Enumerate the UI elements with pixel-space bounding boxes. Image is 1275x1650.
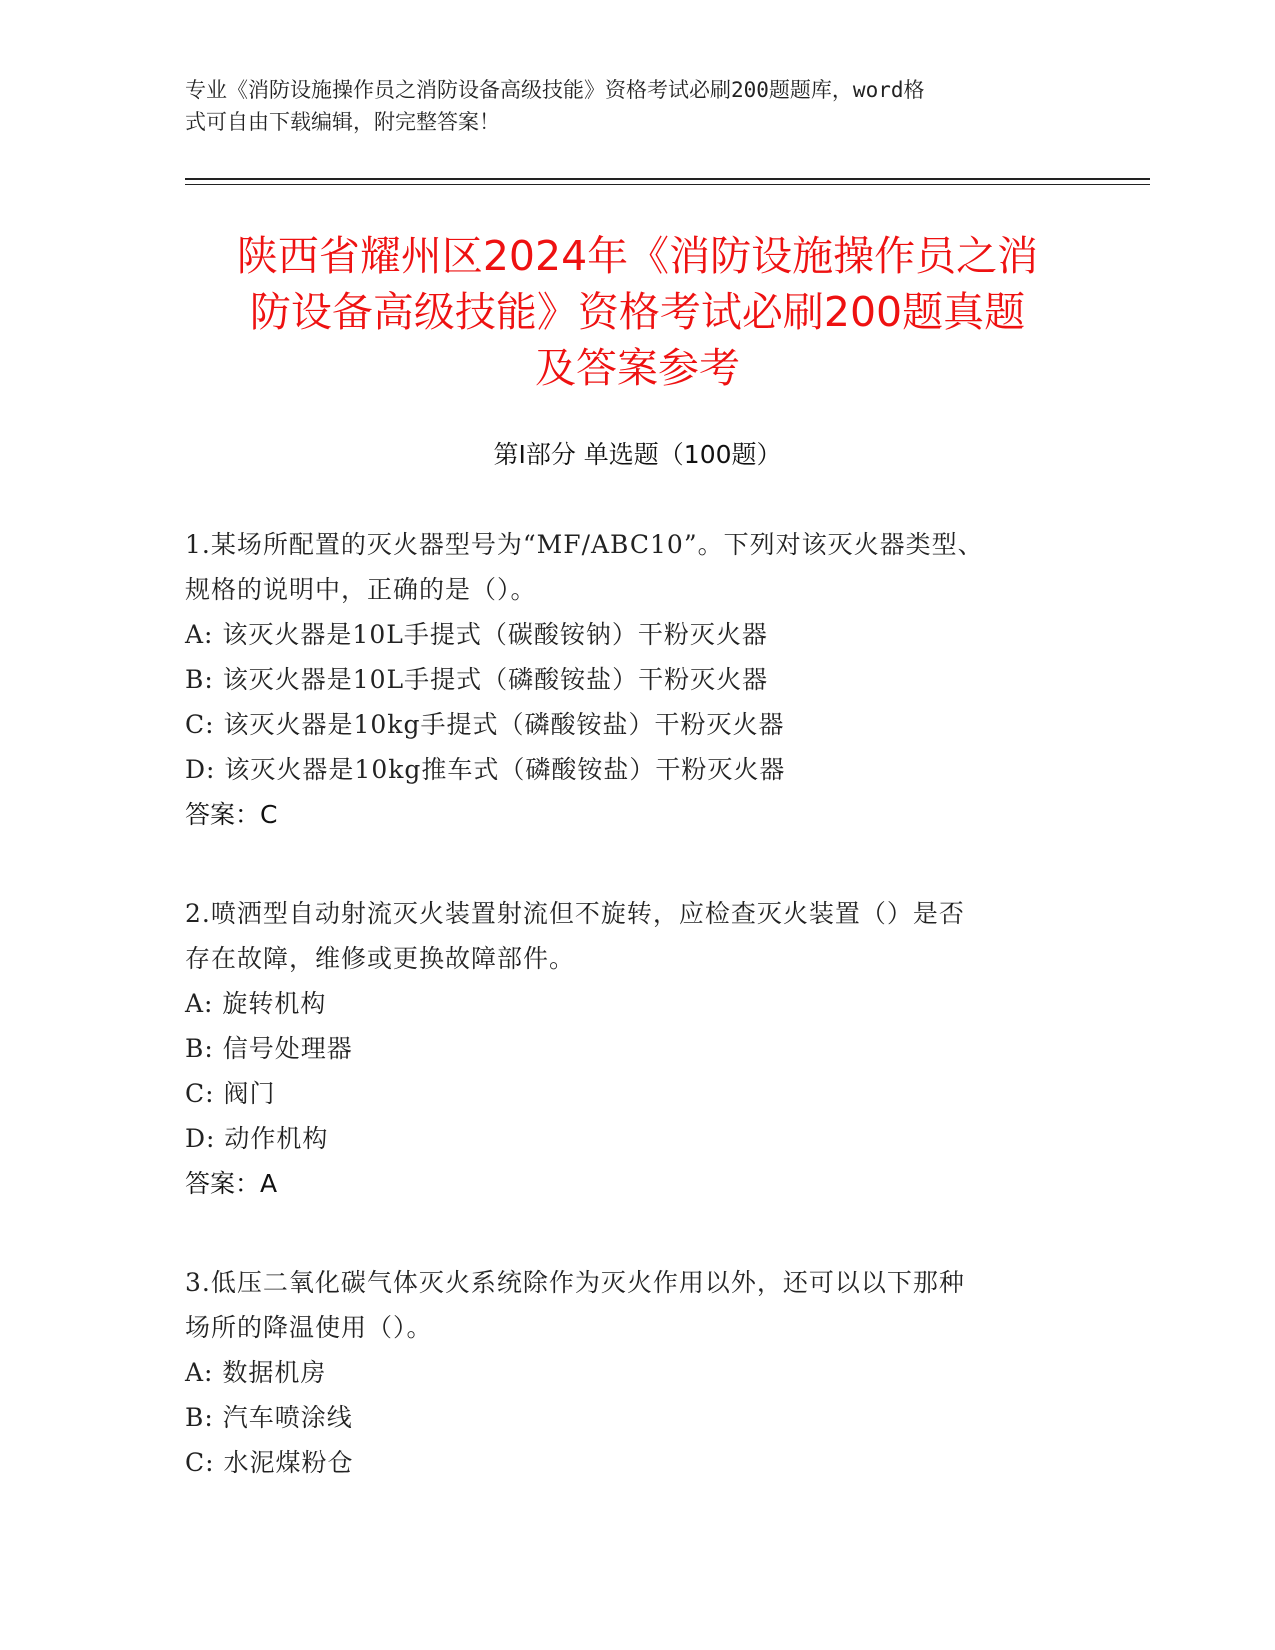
question-stem-line: 场所的降温使用（）。 [185, 1313, 433, 1342]
title-line-3: 及答案参考 [535, 344, 740, 392]
option-d: D: 该灭火器是10kg推车式（磷酸铵盐）干粉灭火器 [185, 755, 786, 784]
question-stem-line: 存在故障，维修或更换故障部件。 [185, 944, 576, 973]
section-heading: 第Ⅰ部分 单选题（100题） [493, 440, 782, 469]
question-3 [185, 1260, 1065, 1485]
header-note [185, 74, 1065, 138]
option-c: C: 该灭火器是10kg手提式（磷酸铵盐）干粉灭火器 [185, 710, 785, 739]
question-stem-line: 3.低压二氧化碳气体灭火系统除作为灭火作用以外，还可以以下那种 [185, 1268, 965, 1297]
header-rule-thin [185, 184, 1150, 185]
option-a: A: 该灭火器是10L手提式（碳酸铵钠）干粉灭火器 [185, 620, 768, 649]
title-line-1: 陕西省耀州区2024年《消防设施操作员之消 [236, 232, 1039, 280]
option-b: B: 该灭火器是10L手提式（磷酸铵盐）干粉灭火器 [185, 665, 769, 694]
question-list [185, 522, 1065, 1539]
answer: 答案：C [185, 800, 278, 829]
header-rule-thick [185, 178, 1150, 180]
document-title [185, 228, 1090, 396]
question-2 [185, 891, 1065, 1206]
question-stem-line: 2.喷洒型自动射流灭火装置射流但不旋转，应检查灭火装置（）是否 [185, 899, 965, 928]
question-stem-line: 1.某场所配置的灭火器型号为“MF/ABC10”。下列对该灭火器类型、 [185, 530, 984, 559]
title-line-2: 防设备高级技能》资格考试必刷200题真题 [249, 288, 1026, 336]
option-d: D: 动作机构 [185, 1124, 329, 1153]
option-b: B: 汽车喷涂线 [185, 1403, 353, 1432]
option-a: A: 旋转机构 [185, 989, 327, 1018]
option-c: C: 阀门 [185, 1079, 276, 1108]
header-note-line-1: 专业《消防设施操作员之消防设备高级技能》资格考试必刷200题题库，word格 [185, 78, 925, 102]
answer: 答案：A [185, 1169, 278, 1198]
question-1 [185, 522, 1065, 837]
question-stem-line: 规格的说明中，正确的是（）。 [185, 575, 537, 604]
option-c: C: 水泥煤粉仓 [185, 1448, 354, 1477]
option-b: B: 信号处理器 [185, 1034, 353, 1063]
option-a: A: 数据机房 [185, 1358, 327, 1387]
header-note-line-2: 式可自由下载编辑，附完整答案！ [185, 110, 500, 134]
